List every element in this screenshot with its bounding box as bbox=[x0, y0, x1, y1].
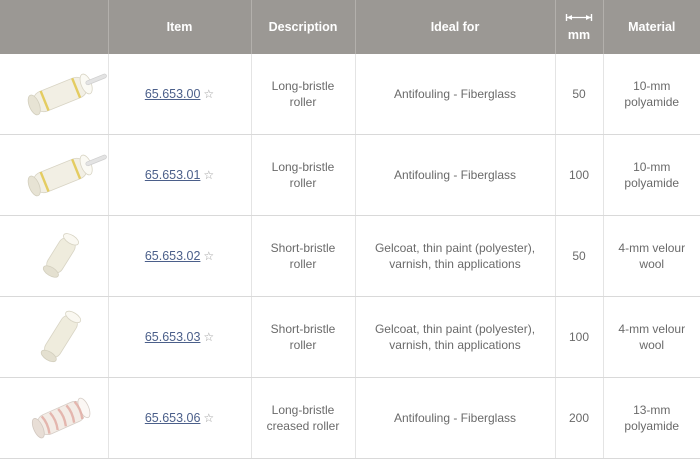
cell-item bbox=[108, 216, 251, 297]
cell-image bbox=[0, 216, 108, 297]
cell-ideal-for: Gelcoat, thin paint (polyester), varnish, thin applications bbox=[355, 216, 555, 297]
cell-image bbox=[0, 297, 108, 378]
table-row bbox=[0, 135, 700, 216]
cell-ideal-for: Antifouling - Fiberglass bbox=[355, 378, 555, 459]
favorite-star-icon[interactable]: ☆ bbox=[203, 329, 215, 344]
column-header-material: Material bbox=[603, 0, 700, 54]
cell-mm: 100 bbox=[555, 297, 603, 378]
table-body bbox=[0, 54, 700, 459]
long-bristle-roller-icon bbox=[6, 139, 114, 211]
cell-item bbox=[108, 378, 251, 459]
cell-mm: 100 bbox=[555, 135, 603, 216]
column-header-mm-label: mm bbox=[567, 27, 591, 42]
cell-material: 4-mm velour wool bbox=[603, 297, 700, 378]
cell-material: 4-mm velour wool bbox=[603, 216, 700, 297]
cell-ideal-for: Antifouling - Fiberglass bbox=[355, 135, 555, 216]
column-header-mm bbox=[555, 0, 603, 54]
long-bristle-roller-icon bbox=[6, 58, 114, 130]
cell-description: Short-bristle roller bbox=[251, 297, 355, 378]
cell-description: Long-bristle roller bbox=[251, 54, 355, 135]
creased-roller-icon bbox=[6, 382, 114, 454]
table-row bbox=[0, 297, 700, 378]
item-link[interactable]: 65.653.00 bbox=[144, 86, 201, 101]
cell-description: Short-bristle roller bbox=[251, 216, 355, 297]
cell-item bbox=[108, 54, 251, 135]
cell-material: 10-mm polyamide bbox=[603, 54, 700, 135]
cell-image bbox=[0, 54, 108, 135]
column-header-image bbox=[0, 0, 108, 54]
item-link[interactable]: 65.653.06 bbox=[144, 410, 201, 425]
short-bristle-roller-icon bbox=[6, 220, 114, 292]
column-header-ideal-for: Ideal for bbox=[355, 0, 555, 54]
cell-ideal-for: Antifouling - Fiberglass bbox=[355, 54, 555, 135]
column-header-item: Item bbox=[108, 0, 251, 54]
cell-mm: 50 bbox=[555, 216, 603, 297]
column-header-description: Description bbox=[251, 0, 355, 54]
cell-mm: 50 bbox=[555, 54, 603, 135]
table-row bbox=[0, 54, 700, 135]
cell-description: Long-bristle creased roller bbox=[251, 378, 355, 459]
item-link[interactable]: 65.653.03 bbox=[144, 329, 201, 344]
cell-description: Long-bristle roller bbox=[251, 135, 355, 216]
favorite-star-icon[interactable]: ☆ bbox=[203, 86, 215, 101]
item-link[interactable]: 65.653.01 bbox=[144, 167, 201, 182]
item-link[interactable]: 65.653.02 bbox=[144, 248, 201, 263]
cell-ideal-for: Gelcoat, thin paint (polyester), varnish, thin applications bbox=[355, 297, 555, 378]
table-header-row bbox=[0, 0, 700, 54]
cell-image bbox=[0, 135, 108, 216]
cell-item bbox=[108, 135, 251, 216]
favorite-star-icon[interactable]: ☆ bbox=[203, 248, 215, 263]
cell-material: 13-mm polyamide bbox=[603, 378, 700, 459]
cell-mm: 200 bbox=[555, 378, 603, 459]
cell-item bbox=[108, 297, 251, 378]
table-row bbox=[0, 378, 700, 459]
cell-image bbox=[0, 378, 108, 459]
favorite-star-icon[interactable]: ☆ bbox=[203, 167, 215, 182]
measure-arrow-icon bbox=[565, 12, 593, 26]
table-header bbox=[0, 0, 700, 54]
table-row bbox=[0, 216, 700, 297]
favorite-star-icon[interactable]: ☆ bbox=[203, 410, 215, 425]
short-bristle-roller-icon bbox=[6, 301, 114, 373]
cell-material: 10-mm polyamide bbox=[603, 135, 700, 216]
